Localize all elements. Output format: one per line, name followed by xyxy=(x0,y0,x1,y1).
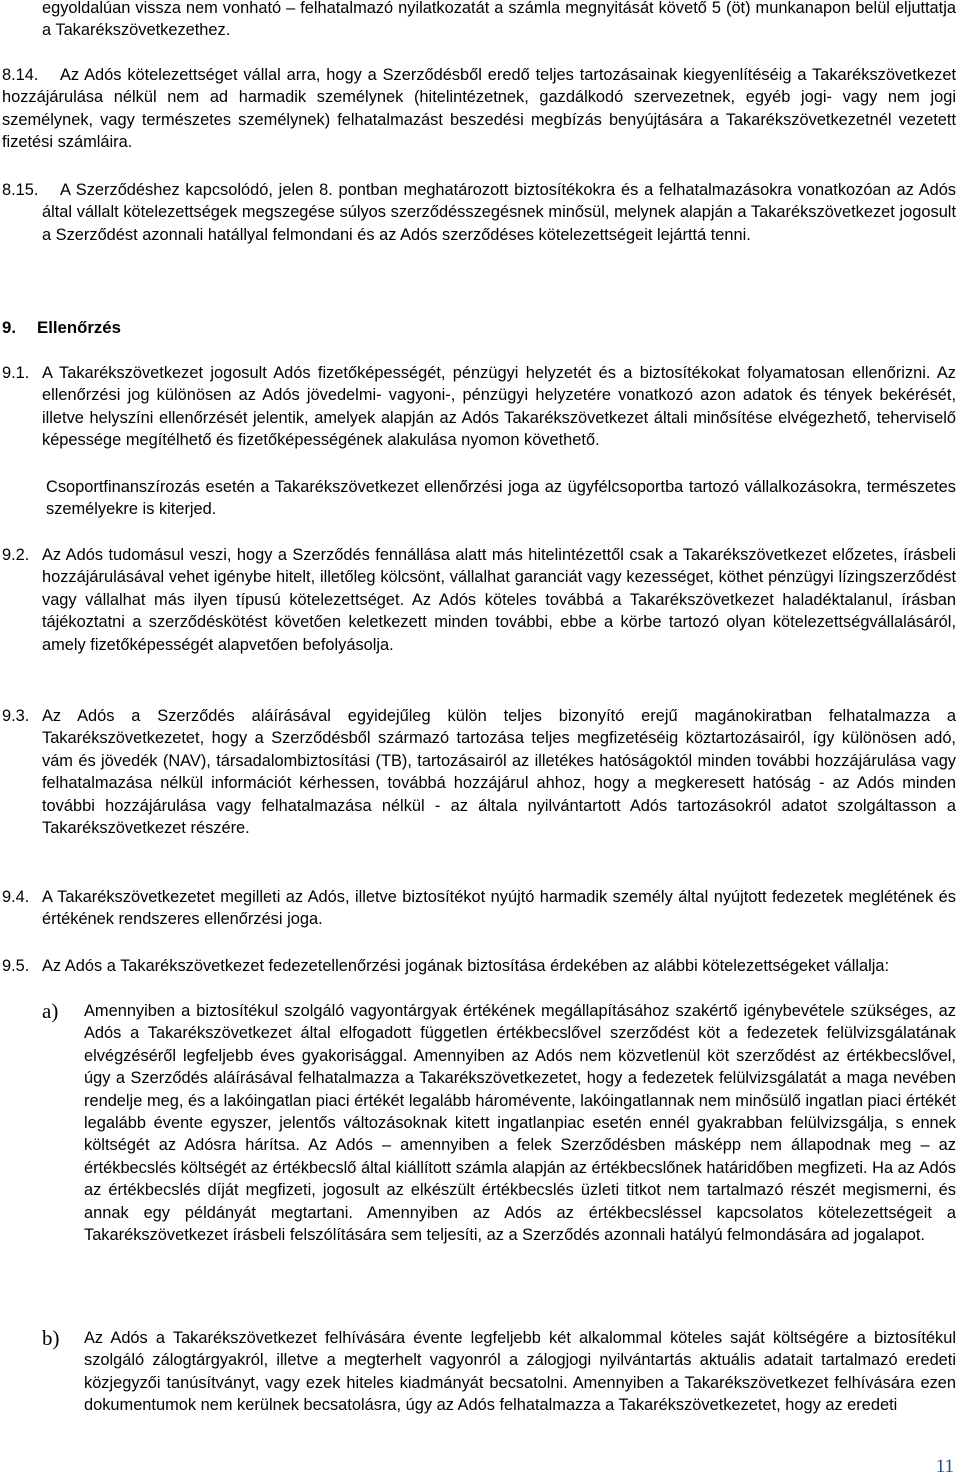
list-label-b: b) xyxy=(42,1326,60,1350)
section-title: Ellenőrzés xyxy=(37,318,121,337)
paragraph-8-14: Az Adós kötelezettséget vállal arra, hogy a Szerződésből eredő teljes tartozásainak kiegyenlítéséig a Takarékszövetkezet hozzájárulása nélkül nem ad harmadik személynek (hitelintézetnek, gazdálkodó szervezetnek, egyéb jogi- vagy nem jogi személynek, vagy természetes személynek) felhatalmazást beszedési megbízás benyújtására a Takarékszövetkezetnél vezetett fizetési számláira. xyxy=(2,66,956,152)
paragraph-number: 9.2. xyxy=(2,546,30,564)
section-number: 9. xyxy=(2,318,16,337)
paragraph-9-2: Az Adós tudomásul veszi, hogy a Szerződés fennállása alatt más hitelintézettől csak a Takarékszövetkezet előzetes, írásbeli hozzájárulásával vehet igénybe hitelt, illetőleg kölcsönt, vállalhat garanciát vagy kezességet, köthet pénzügyi lízingszerződést vagy vállalhat más ilyen típusú kötelezettséget. Az Adós köteles továbbá a Takarékszövetkezet haladéktalanul, írásban tájékoztatni a szerződéskötést követően keletkezett minden további, ebbe a körbe tartozó olyan kötelezettségvállalásáról, amely fizetőképességét alapvetően befolyásolja. xyxy=(42,546,956,654)
list-item-a: Amennyiben a biztosítékul szolgáló vagyontárgyak értékének megállapításához szakértő igénybevétele szükséges, az Adós a Takarékszövetkezet által elfogadott független értékbecslővel szerződést köt a fedezetek felülvizsgálatának elvégzéséről legfeljebb éves gyakorisággal. Amennyiben az Adós nem közvetlenül köt szerződést az értékbecslővel, úgy a Szerződés aláírásával felhatalmazza a Takarékszövetkezetet, hogy a fedezetek felülvizsgálatát a maga nevében rendelje meg, és a lakóingatlan piaci értékét legalább háromévente, lakóingatlannak nem minősülő ingatlan piaci értékét legalább évente egyszer, jelentős változásoknak kitett ingatlanpiac esetén ennél gyakrabban felülvizsgálja, s ennek költségét az Adósra hárítsa. Az Adós – amennyiben a felek Szerződésben másképp nem állapodnak meg – az értékbecslés költségét az értékbecslő által kiállított számla alapján az értékbecslőnek határidőben megfizeti. Ha az Adós az értékbecslés díját megfizeti, jogosult az elkészült értékbecslés üzleti titkot nem tartalmazó részét megismerni, és annak egy példányát megtartani. Amennyiben az Adós az értékbecsléssel kapcsolatos kötelezettségeit a Takarékszövetkezet írásbeli felszólítására sem teljesíti, az a Szerződés azonnali hatályú felmondására ad jogalapot. xyxy=(84,1002,956,1245)
paragraph-9-5: Az Adós a Takarékszövetkezet fedezetellenőrzési jogának biztosítása érdekében az alábbi kötelezettségeket vállalja: xyxy=(42,957,890,975)
paragraph-number: 9.4. xyxy=(2,888,30,906)
paragraph-9-4: A Takarékszövetkezetet megilleti az Adós, illetve biztosítékot nyújtó harmadik személy által nyújtott fedezetek meglétének és értékének rendszeres ellenőrzési joga. xyxy=(42,888,956,929)
paragraph-number: 9.1. xyxy=(2,364,30,382)
paragraph-8-15: A Szerződéshez kapcsolódó, jelen 8. pontban meghatározott biztosítékokra és a felhatalmazásokra vonatkozóan az Adós által vállalt kötelezettségek megszegése súlyos szerződésszegésnek minősül, melynek alapján a Takarékszövetkezet jogosult a Szerződést azonnali hatállyal felmondani és az Adós szerződéses kötelezettségeit lejárttá tenni. xyxy=(42,181,956,244)
list-label-a: a) xyxy=(42,999,59,1023)
paragraph-9-1-group: Csoportfinanszírozás esetén a Takarékszövetkezet ellenőrzési joga az ügyfélcsoportba tartozó vállalkozásokra, természetes személyekre is kiterjed. xyxy=(46,478,956,519)
paragraph-number: 9.3. xyxy=(2,707,30,725)
paragraph-number: 8.15. xyxy=(2,181,39,199)
continuation-paragraph: egyoldalúan vissza nem vonható – felhatalmazó nyilatkozatát a számla megnyitását követő 5 (öt) munkanapon belül eljuttatja a Takarékszövetkezethez. xyxy=(42,0,956,40)
paragraph-9-3: Az Adós a Szerződés aláírásával egyidejűleg külön teljes bizonyító erejű magánokiratban felhatalmazza a Takarékszövetkezetet, hogy a Szerződésből származó tartozása teljes megfizetéséig köztartozásairól, így különösen adó, vám és jövedék (NAV), társadalombiztosítási (TB), tartozásairól az illetékes hatóságoktól minden további hozzájárulása vagy felhatalmazása nélkül információt kérhessen, továbbá hozzájárul ahhoz, hogy a megkeresett hatóság - az Adós minden további hozzájárulása vagy felhatalmazása nélkül - az általa nyilvántartott Adós tartozásokról adatot szolgáltasson a Takarékszövetkezet részére. xyxy=(42,707,956,838)
list-item-b: Az Adós a Takarékszövetkezet felhívására évente legfeljebb két alkalommal köteles saját költségére a biztosítékul szolgáló zálogtárgyakról, illetve a megterhelt vagyonról a zálogjogi nyilvántartás aktuális adatait tartalmazó eredeti közjegyzői tanúsítványt, vagy ezek hiteles kiadmányát becsatolni. Amennyiben a Takarékszövetkezet felhívására ezen dokumentumok nem kerülnek becsatolásra, úgy az Adós felhatalmazza a Takarékszövetkezetet, hogy az eredeti xyxy=(84,1329,956,1415)
paragraph-number: 9.5. xyxy=(2,957,30,975)
paragraph-9-1: A Takarékszövetkezet jogosult Adós fizetőképességét, pénzügyi helyzetét és a biztosítékokat folyamatosan ellenőrizni. Az ellenőrzési jog különösen az Adós jövedelmi- vagyoni-, pénzügyi helyzetére vonatkozó azon adatok és tények bekérését, illetve helyszíni ellenőrzését jelentik, amelyek alapján az Adós Takarékszövetkezet általi minősítése elvégezhető, teherviselő képessége megítélhető és fizetőképességének alakulása nyomon követhető. xyxy=(42,364,956,450)
page-number: 11 xyxy=(935,1456,954,1477)
paragraph-number: 8.14. xyxy=(2,66,39,84)
